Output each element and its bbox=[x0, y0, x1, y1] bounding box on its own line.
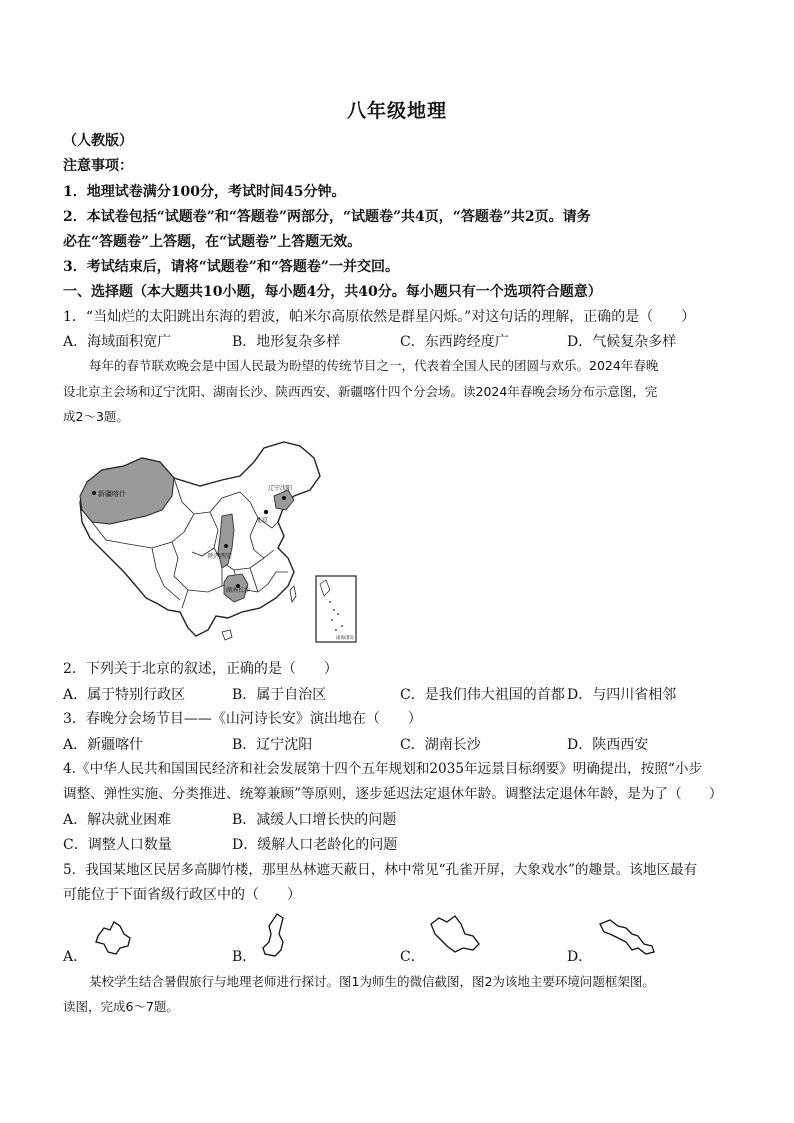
question-5-option-d: D． bbox=[567, 949, 593, 965]
question-1-option-a: A．海域面积宽广 bbox=[63, 334, 172, 350]
label-inset: 南海诸岛 bbox=[336, 636, 354, 641]
question-3-option-c: C．湖南长沙 bbox=[400, 737, 481, 753]
question-2-option-a: A．属于特别行政区 bbox=[63, 687, 186, 703]
section-heading: 一、选择题（本大题共10小题，每小题4分，共40分。每小题只有一个选项符合题意） bbox=[63, 284, 602, 300]
taiwan-island bbox=[290, 586, 296, 602]
material-1-line-3: 成2～3题。 bbox=[63, 409, 129, 424]
marker-kashgar bbox=[92, 491, 96, 495]
question-3-option-b: B．辽宁沈阳 bbox=[232, 737, 313, 753]
notice-item-2: 2．本试卷包括“试题卷”和“答题卷”两部分，“试题卷”共4页，“答题卷”共2页。请务 bbox=[63, 209, 591, 225]
question-5-option-c: C． bbox=[400, 949, 425, 965]
material-1-line-2: 设北京主会场和辽宁沈阳、湖南长沙、陕西西安、新疆喀什四个分会场。读2024年春晚会场分布示意图，完 bbox=[63, 384, 658, 399]
label-shenyang: 辽宁沈阳 bbox=[268, 485, 293, 492]
question-4-option-c: C．调整人口数量 bbox=[63, 837, 172, 853]
material-1-line-1: 每年的春节联欢晚会是中国人民最为盼望的传统节目之一，代表着全国人民的团圆与欢乐。2024年春晚 bbox=[89, 358, 659, 373]
marker-xian bbox=[224, 544, 228, 548]
question-2-option-c: C．是我们伟大祖国的首都 bbox=[400, 687, 565, 703]
label-xian: 陕西西安 bbox=[208, 553, 233, 560]
label-kashgar: 新疆喀什 bbox=[98, 490, 126, 498]
question-2-option-b: B．属于自治区 bbox=[232, 687, 327, 703]
question-4-option-b: B．减缓人口增长快的问题 bbox=[232, 812, 397, 828]
question-5-line-2: 可能位于下面省级行政区中的（ ） bbox=[63, 887, 301, 903]
label-changsha: 湖南长沙 bbox=[226, 587, 251, 594]
question-4-option-d: D．缓解人口老龄化的问题 bbox=[232, 837, 398, 853]
edition-label: （人教版） bbox=[63, 133, 133, 149]
notice-heading: 注意事项： bbox=[63, 158, 133, 174]
heilongjiang-outline-figure bbox=[425, 912, 483, 958]
question-2-stem: 2．下列关于北京的叙述，正确的是（ ） bbox=[63, 661, 338, 677]
question-3-stem: 3．春晚分会场节目——《山河诗长安》演出地在（ ） bbox=[63, 711, 422, 727]
notice-item-3: 3．考试结束后，请将“试题卷”和“答题卷”一并交回。 bbox=[63, 259, 399, 275]
shaanxi-outline-figure bbox=[255, 910, 295, 962]
question-3-option-a: A．新疆喀什 bbox=[63, 737, 144, 753]
question-5-line-1: 5．我国某地区民居多高脚竹楼，那里丛林遮天蔽日，林中常见“孔雀开屏，大象戏水”的趣景。该地区最有 bbox=[63, 862, 698, 878]
question-5-option-a: A． bbox=[63, 949, 88, 965]
yunnan-outline-figure bbox=[90, 912, 140, 962]
question-4-line-1: 4.《中华人民共和国国民经济和社会发展第十四个五年规划和2035年远景目标纲要》明确提出，按照“小步 bbox=[63, 761, 703, 777]
question-5-option-b: B． bbox=[232, 949, 257, 965]
question-3-option-d: D．陕西西安 bbox=[567, 737, 649, 753]
material-2-line-1: 某校学生结合暑假旅行与地理老师进行探讨。图1为师生的微信截图，图2为该地主要环境问题框架图。 bbox=[89, 974, 655, 989]
china-venue-map bbox=[62, 440, 362, 645]
marker-beijing bbox=[264, 510, 268, 514]
question-4-option-a: A．解决就业困难 bbox=[63, 812, 172, 828]
gansu-outline-figure bbox=[596, 914, 658, 958]
notice-item-2-cont: 必在“答题卷”上答题，在“试题卷”上答题无效。 bbox=[63, 234, 362, 250]
question-2-option-d: D．与四川省相邻 bbox=[567, 687, 677, 703]
south-china-sea-inset bbox=[316, 576, 356, 642]
question-1-option-c: C．东西跨经度广 bbox=[400, 334, 509, 350]
material-2-line-2: 读图，完成6～7题。 bbox=[63, 999, 179, 1014]
marker-shenyang bbox=[282, 496, 286, 500]
hainan-island bbox=[222, 630, 232, 640]
question-4-line-2: 调整、弹性实施、分类推进、统筹兼顾”等原则，逐步延迟法定退休年龄。调整法定退休年龄，是为了（ ） bbox=[63, 786, 723, 802]
question-1-stem: 1．“当灿烂的太阳跳出东海的碧波，帕米尔高原依然是群星闪烁。”对这句话的理解，正确的是（ ） bbox=[63, 309, 696, 325]
question-1-option-d: D．气候复杂多样 bbox=[567, 334, 677, 350]
label-beijing: 北京 bbox=[256, 517, 269, 524]
page-title: 八年级地理 bbox=[346, 100, 447, 122]
notice-item-1: 1．地理试卷满分100分，考试时间45分钟。 bbox=[63, 184, 346, 200]
question-1-option-b: B．地形复杂多样 bbox=[232, 334, 341, 350]
